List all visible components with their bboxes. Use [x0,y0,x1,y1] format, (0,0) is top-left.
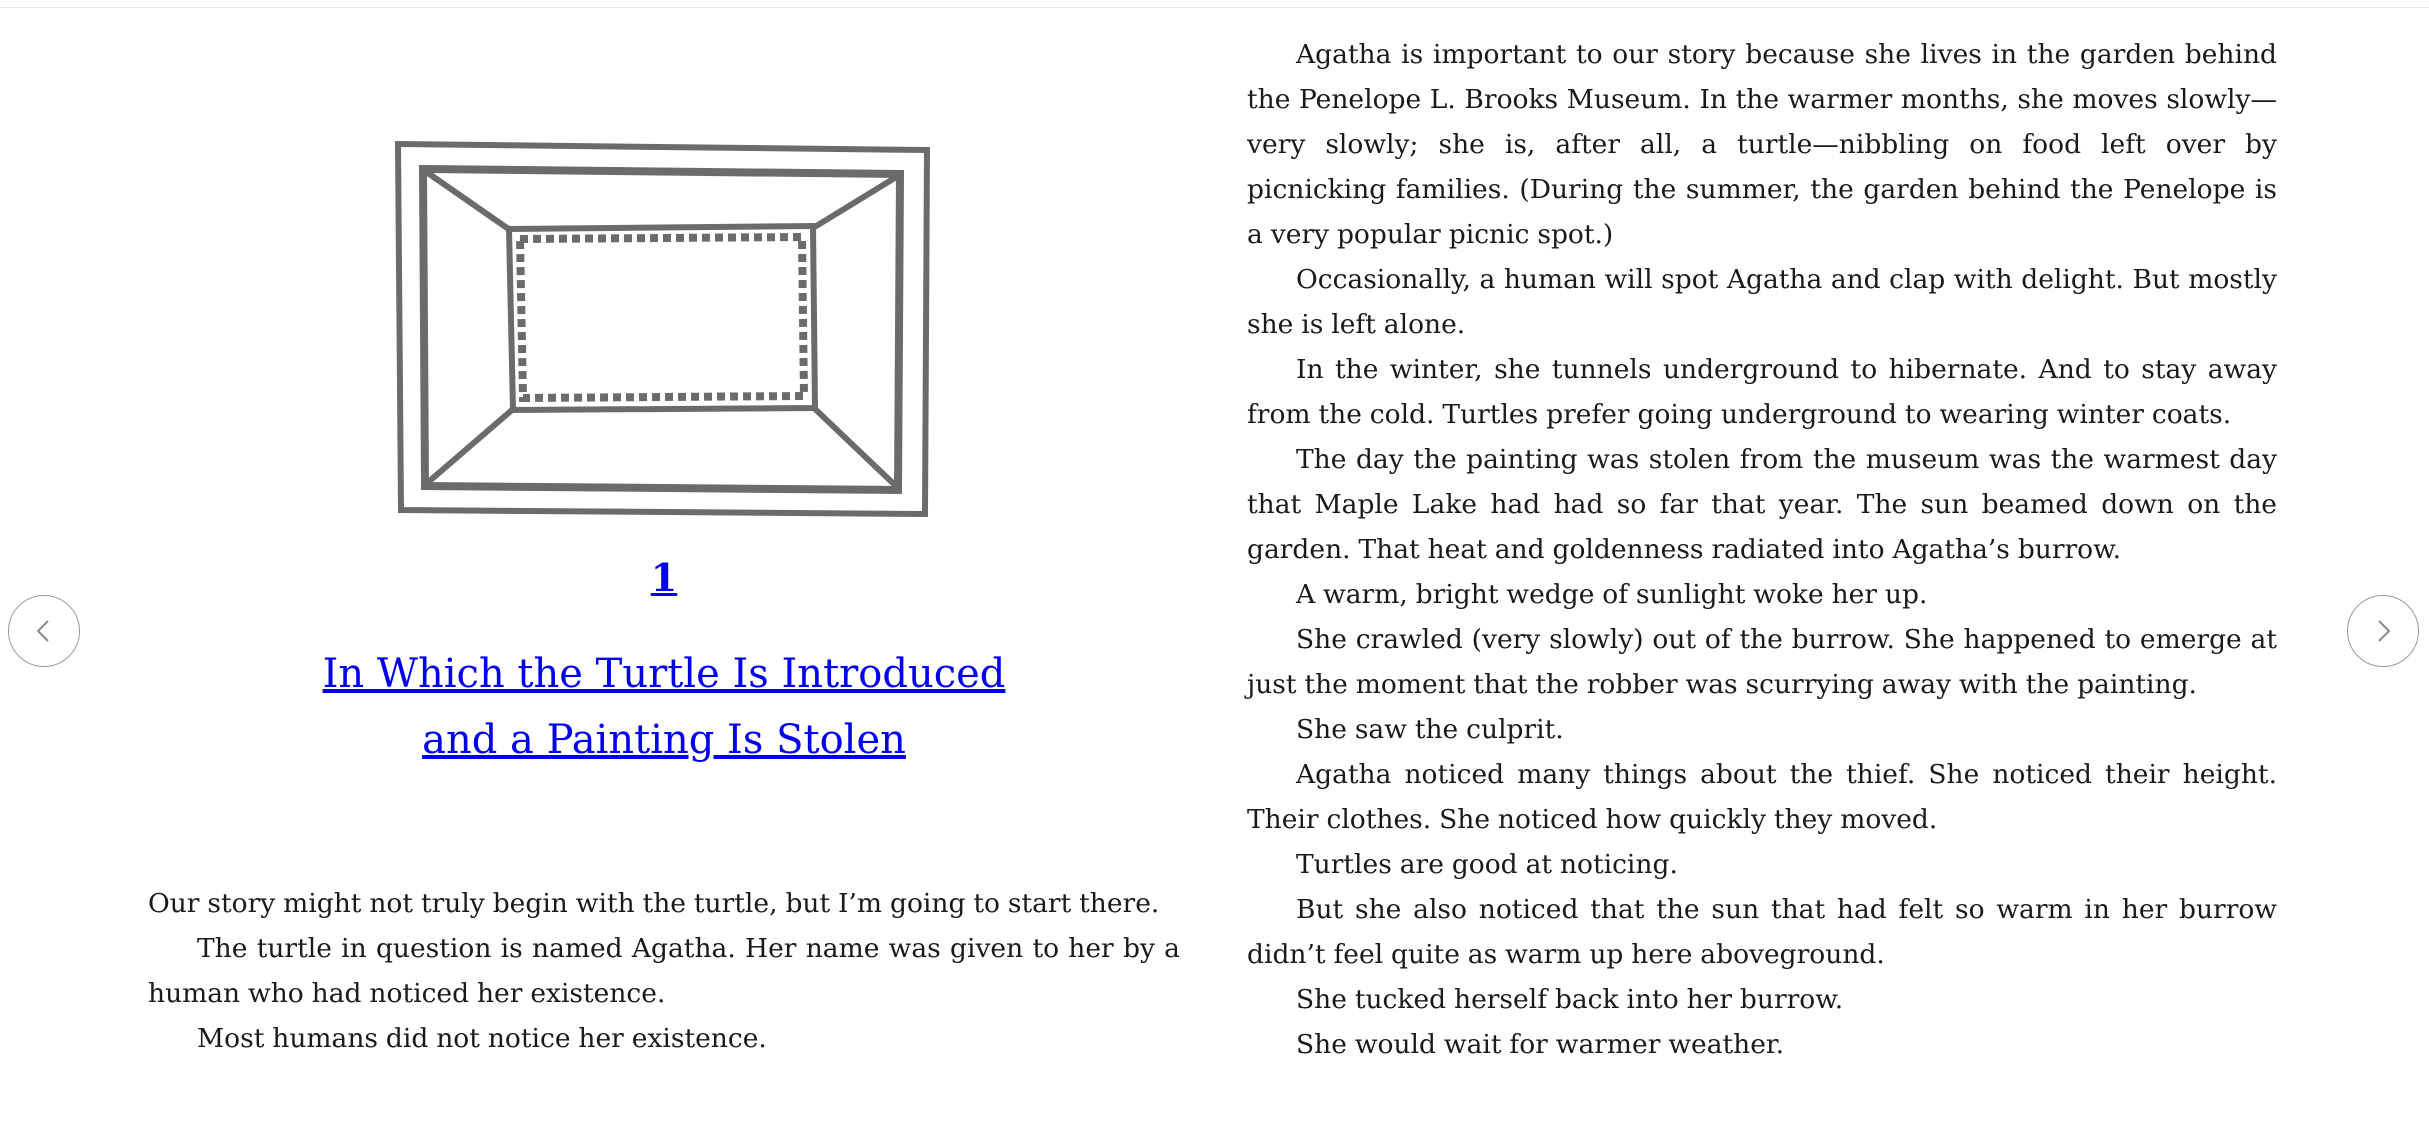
left-page-text [148,881,1180,1061]
paragraph: Most humans did not notice her existence. [197,1023,767,1054]
paragraph: In the winter, she tunnels underground to hibernate. And to stay away from the cold. Turtles prefer going underground to wearing winter coats. [1247,354,2277,430]
paragraph: She crawled (very slowly) out of the burrow. She happened to emerge at just the moment that the robber was scurrying away with the painting. [1247,624,2277,700]
paragraph: She saw the culprit. [1296,714,1564,745]
chapter-title-link[interactable] [148,641,1180,773]
paragraph: Turtles are good at noticing. [1296,849,1678,880]
paragraph: She tucked herself back into her burrow. [1296,984,1844,1015]
paragraph: A warm, bright wedge of sunlight woke her up. [1296,579,1928,610]
chevron-right-icon [2369,617,2397,645]
paragraph: Agatha noticed many things about the thief. She noticed their height. Their clothes. She noticed how quickly they moved. [1247,759,2277,835]
paragraph: She would wait for warmer weather. [1296,1029,1785,1060]
chevron-left-icon [30,617,58,645]
next-page-button[interactable] [2347,595,2419,667]
paragraph: The day the painting was stolen from the museum was the warmest day that Maple Lake had had so far that year. The sun beamed down on the garden. That heat and goldenness radiated into Agatha’s burrow. [1247,444,2277,565]
previous-page-button[interactable] [8,595,80,667]
chapter-title-line-1[interactable]: In Which the Turtle Is Introduced [322,651,1006,697]
right-page [1247,0,2277,1133]
chapter-title-line-2[interactable]: and a Painting Is Stolen [422,717,906,763]
paragraph: The turtle in question is named Agatha. Her name was given to her by a human who had noticed her existence. [148,933,1180,1009]
paragraph: Occasionally, a human will spot Agatha and clap with delight. But mostly she is left alone. [1247,264,2277,340]
left-page [148,0,1180,1133]
right-page-text [1247,32,2277,1067]
paragraph: Our story might not truly begin with the turtle, but I’m going to start there. [148,888,1160,919]
paragraph: But she also noticed that the sun that had felt so warm in her burrow didn’t feel quite as warm up here aboveground. [1247,894,2277,970]
chapter-number-link[interactable]: 1 [650,555,678,600]
picture-frame-icon [394,140,934,520]
paragraph: Agatha is important to our story because she lives in the garden behind the Penelope L. Brooks Museum. In the warmer months, she moves slowly—very slowly; she is, after all, a turtle—nibbling on food left over by picnicking families. (During the summer, the garden behind the Penelope is a very popular picnic spot.) [1247,39,2277,250]
